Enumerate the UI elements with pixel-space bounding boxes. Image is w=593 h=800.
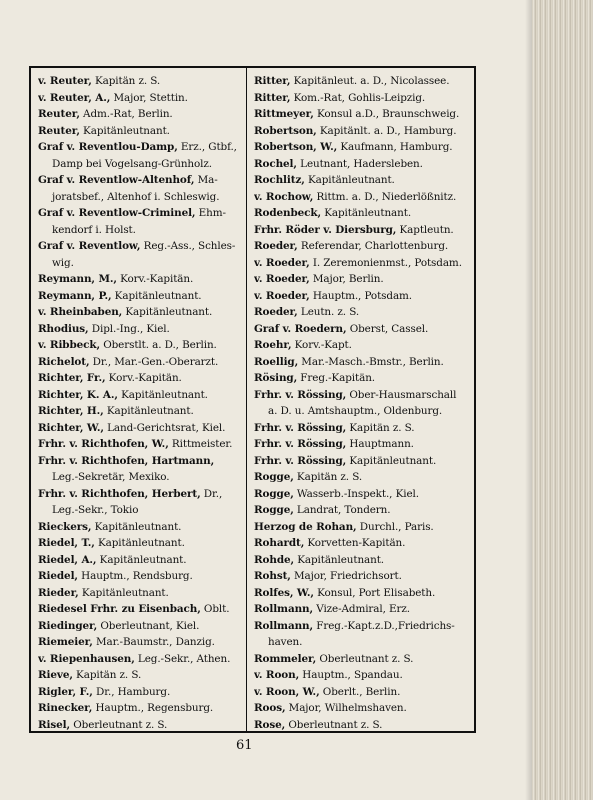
entry-details: wig. xyxy=(52,256,74,269)
directory-entry xyxy=(38,321,242,338)
directory-entry xyxy=(254,238,470,255)
directory-entry xyxy=(38,519,242,536)
entry-details: Kapitän z. S. xyxy=(91,75,161,87)
entry-name: Frhr. Röder v. Diersburg, xyxy=(254,223,397,236)
entry-details: Kapitänleutnant. xyxy=(346,454,437,467)
entry-details: Leutn. z. S. xyxy=(297,306,360,318)
entry-name: Richter, W., xyxy=(38,421,104,434)
entry-details: Korvetten-Kapitän. xyxy=(304,537,406,549)
entry-name: Ritter, xyxy=(254,75,291,87)
entry-details: Mar.-Masch.-Bmstr., Berlin. xyxy=(298,355,444,368)
entry-name: v. Roeder, xyxy=(254,289,310,302)
directory-entry xyxy=(38,304,242,321)
entry-details: Oberleutnant, Kiel. xyxy=(97,619,200,632)
entry-name: v. Reuter, xyxy=(38,75,92,87)
directory-entry xyxy=(38,205,242,222)
entry-name: Riedel, T., xyxy=(38,537,95,549)
entry-details: Korv.-Kapt. xyxy=(291,339,352,351)
entry-name: Rohardt, xyxy=(254,537,305,549)
entry-name: Richelot, xyxy=(38,355,90,368)
entry-details: Vize-Admiral, Erz. xyxy=(313,603,410,615)
directory-entry xyxy=(254,552,470,569)
entry-details: Hauptm., Potsdam. xyxy=(309,289,413,302)
entry-name: Richter, H., xyxy=(38,405,104,417)
entry-details: Oberleutnant z. S. xyxy=(70,718,168,731)
entry-name: Reuter, xyxy=(38,108,80,120)
directory-entry xyxy=(38,700,242,717)
entry-details: Hauptm., Regensburg. xyxy=(92,702,214,714)
directory-entry xyxy=(38,552,242,569)
entry-name: Rösing, xyxy=(254,372,298,384)
entry-name: v. Rheinbaben, xyxy=(38,306,123,318)
entry-name: Graf v. Reventlou-Damp, xyxy=(38,141,178,153)
directory-entry xyxy=(254,73,470,90)
entry-details: Freg.-Kapt.z.D.,Friedrichs- xyxy=(313,619,455,632)
entry-details: Hauptm., Spandau. xyxy=(299,669,403,681)
directory-entry xyxy=(254,436,470,453)
entry-continuation xyxy=(38,469,242,486)
entry-details: Major, Wilhelmshaven. xyxy=(285,702,407,714)
entry-name: Frhr. v. Rössing, xyxy=(254,454,347,467)
entry-details: Dr., Hamburg. xyxy=(92,685,171,698)
entry-name: Frhr. v. Rössing, xyxy=(254,438,347,450)
entry-details: Kapitänleutnant. xyxy=(94,537,185,549)
directory-entry xyxy=(254,585,470,602)
directory-entry xyxy=(38,172,242,189)
entry-details: Oberleutnant z. S. xyxy=(316,652,414,665)
entry-name: Rogge, xyxy=(254,471,294,483)
entry-details: Dr., Mar.-Gen.-Oberarzt. xyxy=(89,355,219,368)
directory-entry xyxy=(38,370,242,387)
directory-entry xyxy=(38,667,242,684)
entry-details: Oblt. xyxy=(200,603,230,615)
entry-details: Oberlt., Berlin. xyxy=(319,685,401,698)
directory-entry xyxy=(254,288,470,305)
entry-details: Kapitänleutnant. xyxy=(122,306,213,318)
entry-details: Leg.-Sekr., Tokio xyxy=(52,504,139,516)
directory-entry xyxy=(38,420,242,437)
entry-name: Rohde, xyxy=(254,553,295,566)
entry-name: Riedel, xyxy=(38,570,78,582)
entry-details: Freg.-Kapitän. xyxy=(297,372,376,384)
entry-details: Major, Berlin. xyxy=(309,273,384,285)
directory-entry xyxy=(254,337,470,354)
entry-details: Rittm. a. D., Niederlößnitz. xyxy=(313,190,457,203)
entry-name: Rollmann, xyxy=(254,603,314,615)
directory-entry xyxy=(38,486,242,503)
entry-name: Rohst, xyxy=(254,570,291,582)
entry-details: Major, Friedrichsort. xyxy=(290,570,402,582)
directory-entry xyxy=(254,90,470,107)
entry-name: Roeder, xyxy=(254,240,298,252)
entry-details: Hauptmann. xyxy=(346,438,414,450)
entry-name: Graf v. Reventlow, xyxy=(38,240,141,252)
entry-name: Riedinger, xyxy=(38,619,98,632)
right-column xyxy=(254,73,470,733)
directory-entry xyxy=(254,255,470,272)
entry-name: Rittmeyer, xyxy=(254,108,314,120)
entry-name: Rolfes, W., xyxy=(254,586,314,599)
entry-name: Herzog de Rohan, xyxy=(254,520,357,533)
entry-name: v. Riepenhausen, xyxy=(38,652,135,665)
entry-name: Rieckers, xyxy=(38,520,92,533)
entry-name: v. Reuter, A., xyxy=(38,91,111,104)
entry-details: Kom.-Rat, Gohlis-Leipzig. xyxy=(290,91,426,104)
directory-entry xyxy=(38,568,242,585)
entry-details: Ehm- xyxy=(195,207,226,219)
directory-entry xyxy=(38,337,242,354)
entry-name: Robertson, W., xyxy=(254,141,338,153)
directory-entry xyxy=(254,420,470,437)
entry-name: Reymann, P., xyxy=(38,289,112,302)
entry-name: Riedel, A., xyxy=(38,553,97,566)
entry-name: Rhodius, xyxy=(38,322,89,335)
entry-name: Frhr. v. Rössing, xyxy=(254,421,347,434)
entry-details: Oberleutnant z. S. xyxy=(285,718,383,731)
entry-name: Riemeier, xyxy=(38,636,93,648)
entry-details: Kapitänleut. a. D., Nicolassee. xyxy=(290,75,450,87)
directory-entry xyxy=(38,73,242,90)
entry-details: Adm.-Rat, Berlin. xyxy=(79,108,173,120)
directory-entry xyxy=(38,288,242,305)
entry-details: Kapitänleutnant. xyxy=(103,405,194,417)
entry-name: Frhr. v. Rössing, xyxy=(254,388,347,401)
entry-name: Roellig, xyxy=(254,355,299,368)
entry-details: Dipl.-Ing., Kiel. xyxy=(88,322,170,335)
entry-details: Ma- xyxy=(194,174,218,186)
entry-details: Erz., Gtbf., xyxy=(177,141,237,153)
directory-entry xyxy=(38,436,242,453)
directory-entry xyxy=(254,123,470,140)
directory-entry xyxy=(254,139,470,156)
entry-name: v. Roeder, xyxy=(254,273,310,285)
entry-details: Leg.-Sekretär, Mexiko. xyxy=(52,471,170,483)
directory-entry xyxy=(38,634,242,651)
entry-name: Rollmann, xyxy=(254,619,314,632)
directory-entry xyxy=(38,403,242,420)
directory-entry xyxy=(254,684,470,701)
directory-entry xyxy=(254,486,470,503)
entry-details: Kapitänleutnant. xyxy=(91,520,182,533)
entry-name: Rochlitz, xyxy=(254,174,305,186)
entry-details: Leutnant, Hadersleben. xyxy=(296,157,423,170)
entry-details: Kapitänleutnant. xyxy=(294,553,385,566)
directory-entry xyxy=(38,717,242,734)
entry-details: Major, Stettin. xyxy=(110,91,188,104)
entry-name: Roehr, xyxy=(254,339,292,351)
entry-details: Kapitänleutnant. xyxy=(96,553,187,566)
directory-entry xyxy=(254,189,470,206)
entry-name: Frhr. v. Richthofen, Hartmann, xyxy=(38,454,215,467)
directory-entry xyxy=(254,156,470,173)
entry-details: Kapitän z. S. xyxy=(72,669,142,681)
directory-entry xyxy=(38,90,242,107)
directory-entry xyxy=(254,222,470,239)
entry-continuation xyxy=(38,189,242,206)
directory-entry xyxy=(38,684,242,701)
entry-name: Rigler, F., xyxy=(38,685,93,698)
entry-name: Ritter, xyxy=(254,91,291,104)
entry-name: Risel, xyxy=(38,718,71,731)
entry-details: Dr., xyxy=(200,487,223,500)
entry-continuation xyxy=(38,255,242,272)
entry-details: Kapitänleutnant. xyxy=(78,586,169,599)
entry-name: Rochel, xyxy=(254,157,297,170)
entry-details: Kapitän z. S. xyxy=(293,471,363,483)
entry-details: haven. xyxy=(268,636,303,648)
directory-entry xyxy=(38,387,242,404)
entry-name: Roos, xyxy=(254,702,286,714)
entry-details: joratsbef., Altenhof i. Schleswig. xyxy=(52,190,220,203)
entry-continuation xyxy=(38,222,242,239)
entry-continuation xyxy=(38,502,242,519)
entry-name: Graf v. Roedern, xyxy=(254,322,347,335)
column-divider xyxy=(246,66,247,733)
entry-details: Landrat, Tondern. xyxy=(293,504,391,516)
directory-entry xyxy=(254,535,470,552)
directory-entry xyxy=(38,123,242,140)
directory-entry xyxy=(38,453,242,470)
directory-entry xyxy=(254,651,470,668)
entry-name: Frhr. v. Richthofen, W., xyxy=(38,438,169,450)
entry-details: Kaufmann, Hamburg. xyxy=(337,141,453,153)
entry-details: Referendar, Charlottenburg. xyxy=(297,240,449,252)
entry-name: v. Rochow, xyxy=(254,190,314,203)
directory-entry xyxy=(254,568,470,585)
entry-details: Damp bei Vogelsang-Grünholz. xyxy=(52,157,212,170)
entry-details: Kapitänleutnant. xyxy=(117,388,208,401)
directory-entry xyxy=(254,271,470,288)
entry-details: Kapitänlt. a. D., Hamburg. xyxy=(316,124,457,137)
entry-name: Riedesel Frhr. zu Eisenbach, xyxy=(38,603,201,615)
entry-details: Kapitän z. S. xyxy=(346,421,415,434)
entry-details: Land-Gerichtsrat, Kiel. xyxy=(103,421,226,434)
entry-details: Konsul, Port Elisabeth. xyxy=(313,586,436,599)
entry-details: a. D. u. Amtshauptm., Oldenburg. xyxy=(268,405,443,417)
entry-details: Leg.-Sekr., Athen. xyxy=(134,652,231,665)
page-number: 61 xyxy=(236,738,253,753)
entry-name: Graf v. Reventlow-Altenhof, xyxy=(38,174,195,186)
entry-details: Kaptleutn. xyxy=(396,223,454,236)
entry-name: Roeder, xyxy=(254,306,298,318)
directory-entry xyxy=(38,139,242,156)
entry-name: v. Roon, xyxy=(254,669,300,681)
directory-entry xyxy=(38,354,242,371)
directory-entry xyxy=(254,370,470,387)
entry-details: Konsul a.D., Braunschweig. xyxy=(313,108,460,120)
entry-name: Reuter, xyxy=(38,124,80,137)
entry-continuation xyxy=(254,634,470,651)
entry-name: Robertson, xyxy=(254,124,317,137)
entry-name: Rodenbeck, xyxy=(254,207,322,219)
directory-entry xyxy=(38,651,242,668)
directory-entry xyxy=(38,618,242,635)
entry-details: Wasserb.-Inspekt., Kiel. xyxy=(293,487,419,500)
left-column xyxy=(38,73,242,733)
entry-details: Oberst, Cassel. xyxy=(346,322,429,335)
entry-details: Durchl., Paris. xyxy=(356,520,434,533)
entry-details: Oberstlt. a. D., Berlin. xyxy=(100,339,217,351)
entry-name: Rinecker, xyxy=(38,702,93,714)
entry-details: Hauptm., Rendsburg. xyxy=(77,570,193,582)
entry-details: Korv.-Kapitän. xyxy=(105,372,182,384)
directory-entry xyxy=(254,354,470,371)
entry-name: v. Roeder, xyxy=(254,256,310,269)
directory-entry xyxy=(38,238,242,255)
directory-entry xyxy=(254,453,470,470)
page-edges xyxy=(532,0,593,800)
entry-name: Graf v. Reventlow-Criminel, xyxy=(38,207,196,219)
entry-details: Kapitänleutnant. xyxy=(321,207,412,219)
directory-entry xyxy=(254,321,470,338)
entry-name: Rommeler, xyxy=(254,652,317,665)
directory-entry xyxy=(38,585,242,602)
entry-details: Kapitänleutnant. xyxy=(111,289,202,302)
directory-entry xyxy=(254,519,470,536)
entry-details: kendorf i. Holst. xyxy=(52,223,136,236)
directory-entry xyxy=(254,205,470,222)
directory-entry xyxy=(254,387,470,404)
entry-name: Frhr. v. Richthofen, Herbert, xyxy=(38,487,201,500)
entry-details: Mar.-Baumstr., Danzig. xyxy=(92,636,215,648)
entry-details: Reg.-Ass., Schles- xyxy=(140,240,236,252)
entry-details: Ober-Hausmarschall xyxy=(346,388,457,401)
entry-details: Kapitänleutnant. xyxy=(304,174,395,186)
entry-details: I. Zeremonienmst., Potsdam. xyxy=(309,256,462,269)
entry-name: v. Ribbeck, xyxy=(38,339,100,351)
directory-entry xyxy=(38,106,242,123)
entry-name: Richter, Fr., xyxy=(38,372,106,384)
entry-details: Rittmeister. xyxy=(168,438,233,450)
entry-name: Richter, K. A., xyxy=(38,388,118,401)
directory-entry xyxy=(38,535,242,552)
directory-entry xyxy=(254,106,470,123)
directory-entry xyxy=(254,667,470,684)
directory-entry xyxy=(254,700,470,717)
directory-entry xyxy=(254,618,470,635)
directory-entry xyxy=(38,271,242,288)
entry-name: Rogge, xyxy=(254,487,294,500)
entry-name: Rose, xyxy=(254,718,286,731)
directory-entry xyxy=(254,502,470,519)
entry-name: Reymann, M., xyxy=(38,273,117,285)
entry-name: Rogge, xyxy=(254,504,294,516)
entry-continuation xyxy=(38,156,242,173)
entry-continuation xyxy=(254,403,470,420)
directory-entry xyxy=(254,469,470,486)
directory-entry xyxy=(38,601,242,618)
entry-name: v. Roon, W., xyxy=(254,685,320,698)
entry-details: Kapitänleutnant. xyxy=(79,124,170,137)
directory-entry xyxy=(254,304,470,321)
entry-name: Rieve, xyxy=(38,669,73,681)
entry-name: Rieder, xyxy=(38,586,79,599)
directory-entry xyxy=(254,717,470,734)
directory-entry xyxy=(254,601,470,618)
entry-details: Korv.-Kapitän. xyxy=(116,273,194,285)
directory-entry xyxy=(254,172,470,189)
